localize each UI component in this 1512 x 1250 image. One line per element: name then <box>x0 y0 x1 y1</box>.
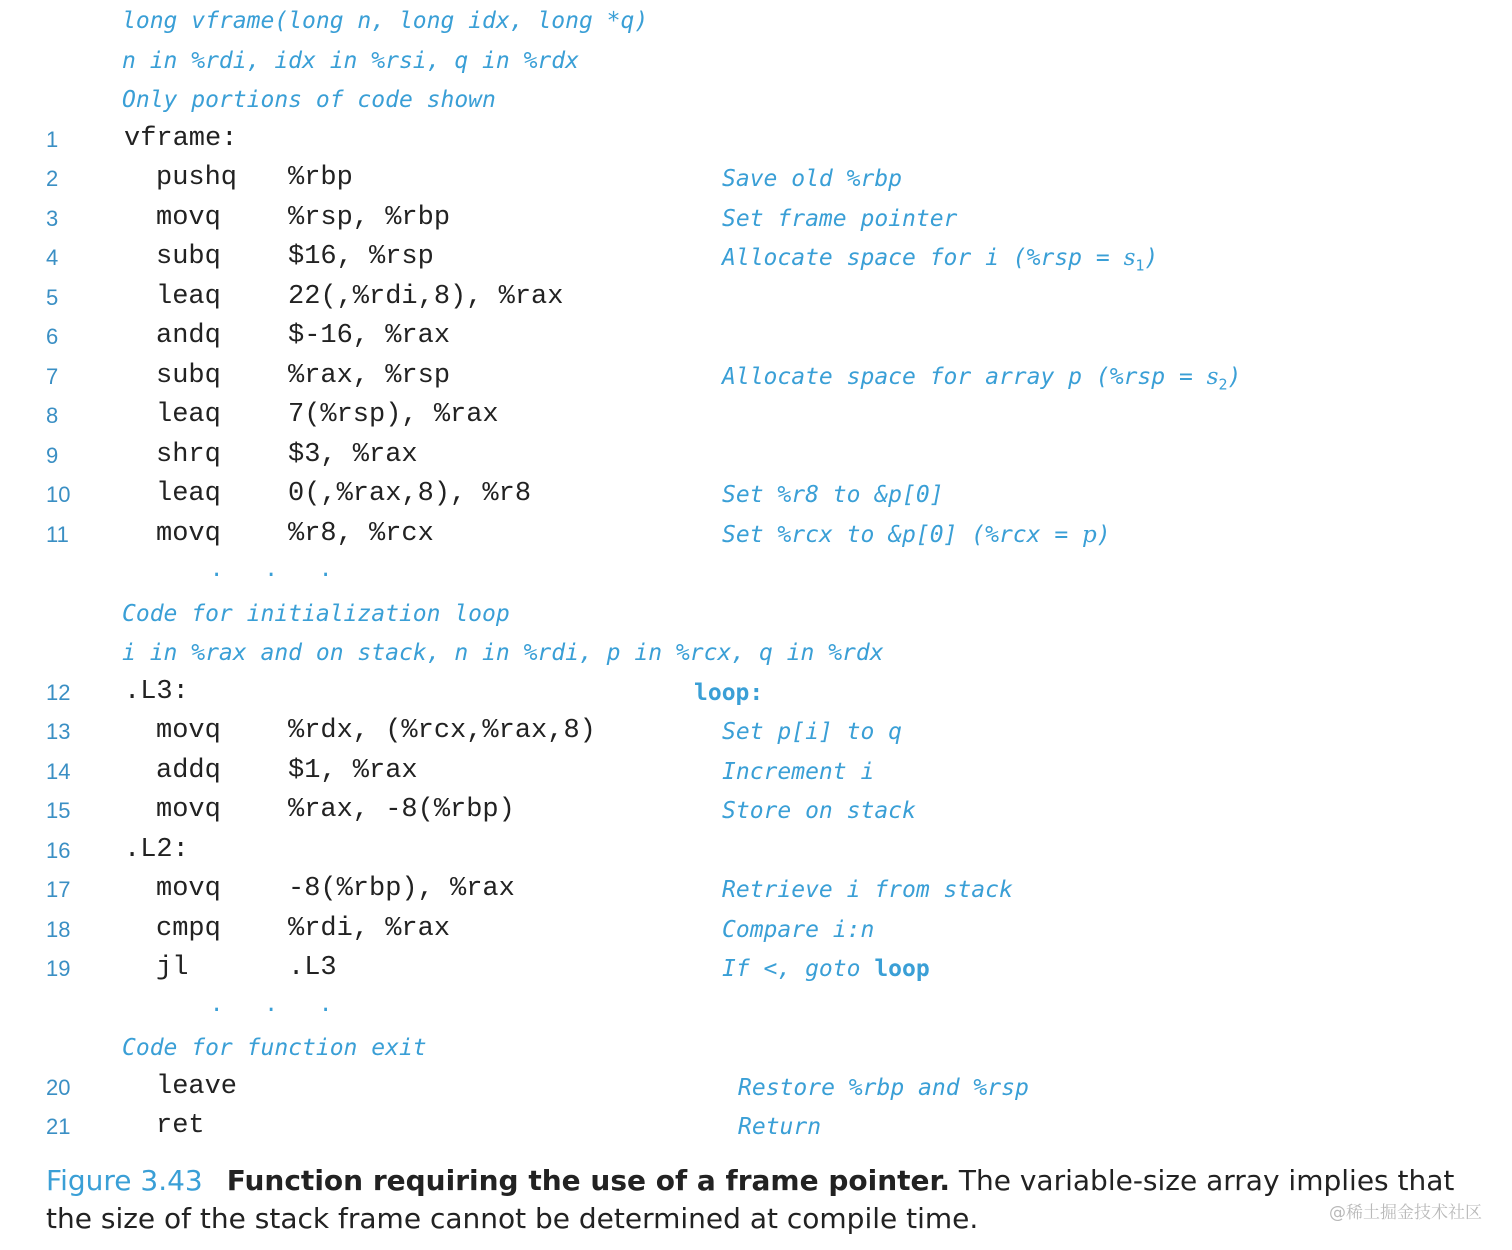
code-line <box>0 437 1512 477</box>
instruction-operands: $1, %rax <box>288 755 418 786</box>
instruction-mnemonic: jl <box>156 953 189 983</box>
instruction-operands: $-16, %rax <box>288 321 451 351</box>
code-line <box>0 871 1512 911</box>
instruction-mnemonic: movq <box>156 202 221 233</box>
instruction-comment <box>722 206 957 232</box>
comment-math: s <box>1123 245 1136 271</box>
line-number: 2 <box>46 166 59 191</box>
code-line <box>0 397 1512 437</box>
watermark: @稀土掘金技术社区 <box>1329 1203 1482 1223</box>
comment-text: Save old %rbp <box>722 166 903 192</box>
instruction-comment <box>722 956 930 982</box>
figure-caption <box>46 1162 1476 1238</box>
figure-label: Figure 3.43 <box>46 1164 203 1197</box>
comment-text: Set p[i] to q <box>722 719 903 745</box>
instruction-mnemonic: subq <box>156 360 221 391</box>
comment-tail: ) <box>1144 245 1159 271</box>
comment-text: Set %rcx to &p[0] (%rcx = <box>722 521 1083 548</box>
instruction-mnemonic: leave <box>156 1071 238 1102</box>
instruction-mnemonic: cmpq <box>156 913 221 944</box>
comment-text: Retrieve i from stack <box>722 877 1013 903</box>
line-number: 8 <box>46 403 59 428</box>
code-label: .L3: <box>124 676 189 707</box>
instruction-operands: $3, %rax <box>288 439 418 470</box>
instruction-comment <box>722 522 1111 548</box>
instruction-operands: %rdi, %rax <box>288 913 451 944</box>
comment-text: Set %r8 to &p[0] <box>722 482 944 508</box>
annotation-comment: long vframe(long n, long idx, long *q) <box>122 8 649 34</box>
line-number: 10 <box>46 482 71 507</box>
instruction-comment <box>722 364 1241 394</box>
code-line <box>0 792 1512 832</box>
instruction-mnemonic: movq <box>156 716 221 746</box>
ellipsis: . . . <box>210 557 347 582</box>
code-line <box>0 318 1512 358</box>
instruction-comment <box>738 1114 821 1140</box>
comment-text: Restore %rbp and %rsp <box>738 1074 1029 1101</box>
instruction-operands: $16, %rsp <box>288 242 434 272</box>
comment-text: Return <box>738 1114 822 1140</box>
ellipsis: . . . <box>210 991 347 1017</box>
code-line <box>0 200 1512 240</box>
comment-tail: ) <box>1096 521 1111 548</box>
line-number: 5 <box>46 284 59 310</box>
code-line <box>0 239 1512 279</box>
code-line <box>0 832 1512 872</box>
instruction-mnemonic: pushq <box>156 163 238 193</box>
instruction-comment <box>722 166 902 192</box>
comment-label: loop <box>874 956 930 982</box>
line-number: 20 <box>46 1074 71 1100</box>
comment-text: Store on stack <box>722 798 916 824</box>
line-number: 11 <box>46 521 69 547</box>
annotation-comment: i in %rax and on stack, n in %rdi, p in %rcx, q in %rdx <box>122 640 884 666</box>
code-line <box>0 121 1512 161</box>
line-number: 16 <box>46 837 71 863</box>
comment-line <box>0 634 1512 674</box>
code-label: vframe: <box>124 123 238 154</box>
instruction-comment <box>722 877 1013 903</box>
comment-text: Allocate space for i (%rsp = <box>722 245 1124 271</box>
line-number: 19 <box>46 956 71 981</box>
code-line <box>0 1069 1512 1109</box>
instruction-mnemonic: movq <box>156 518 221 549</box>
instruction-operands: .L3 <box>288 953 337 983</box>
instruction-comment <box>722 759 874 785</box>
line-number: 18 <box>46 916 71 942</box>
instruction-comment <box>738 1075 1029 1101</box>
comment-math: p <box>1082 521 1097 548</box>
line-number: 13 <box>46 719 71 744</box>
line-number: 4 <box>46 245 59 270</box>
instruction-operands: %rax, %rsp <box>288 360 451 391</box>
instruction-mnemonic: leaq <box>156 400 221 430</box>
comment-subscript: 1 <box>1135 256 1145 275</box>
instruction-operands: %rdx, (%rcx,%rax,8) <box>288 716 596 746</box>
instruction-operands: -8(%rbp), %rax <box>288 874 515 904</box>
instruction-comment <box>722 482 944 508</box>
instruction-mnemonic: movq <box>156 795 221 825</box>
code-line <box>0 1108 1512 1148</box>
line-number: 14 <box>46 758 71 784</box>
line-number: 3 <box>46 205 59 231</box>
annotation-comment: Code for initialization loop <box>122 600 510 627</box>
line-number: 9 <box>46 442 59 468</box>
instruction-comment <box>722 245 1158 275</box>
instruction-operands: 7(%rsp), %rax <box>288 400 499 430</box>
instruction-mnemonic: ret <box>156 1111 205 1141</box>
code-line <box>0 911 1512 951</box>
code-line <box>0 674 1512 714</box>
code-line <box>0 476 1512 516</box>
comment-text: Allocate space for array p (%rsp = <box>722 363 1207 390</box>
instruction-mnemonic: subq <box>156 242 221 272</box>
code-label: .L2: <box>124 834 189 865</box>
instruction-mnemonic: leaq <box>156 281 221 312</box>
instruction-comment <box>722 917 874 943</box>
comment-line <box>0 42 1512 82</box>
comment-line <box>0 2 1512 42</box>
line-number: 15 <box>46 798 71 823</box>
annotation-comment: Only portions of code shown <box>122 87 496 113</box>
code-line <box>0 516 1512 556</box>
comment-label: loop: <box>694 679 764 706</box>
comment-tail: ) <box>1227 363 1242 390</box>
instruction-operands: 0(,%rax,8), %r8 <box>288 479 532 509</box>
code-line <box>0 753 1512 793</box>
comment-line <box>0 1029 1512 1069</box>
instruction-operands: %rbp <box>288 163 353 193</box>
code-line <box>0 713 1512 753</box>
comment-text: Compare i:n <box>722 916 875 943</box>
annotation-comment: Code for function exit <box>122 1035 427 1061</box>
figure-text: The variable-size array implies that the size of the stack frame cannot be determined at compile time. <box>46 1164 1455 1235</box>
line-number: 7 <box>46 363 59 389</box>
instruction-comment <box>694 680 763 706</box>
instruction-mnemonic: movq <box>156 874 221 904</box>
code-line <box>0 279 1512 319</box>
line-number: 1 <box>46 126 59 152</box>
instruction-operands: 22(,%rdi,8), %rax <box>288 281 564 312</box>
line-number: 12 <box>46 679 71 705</box>
instruction-mnemonic: leaq <box>156 479 221 509</box>
instruction-mnemonic: shrq <box>156 439 221 470</box>
figure-title: Function requiring the use of a frame pointer. <box>226 1164 950 1197</box>
annotation-comment: n in %rdi, idx in %rsi, q in %rdx <box>122 47 579 74</box>
line-number: 6 <box>46 324 59 349</box>
instruction-mnemonic: addq <box>156 755 221 786</box>
comment-math: s <box>1206 363 1219 390</box>
instruction-mnemonic: andq <box>156 321 221 351</box>
line-number: 21 <box>46 1114 71 1139</box>
comment-text: Set frame pointer <box>722 205 958 232</box>
ellipsis-line <box>0 990 1512 1030</box>
code-line <box>0 160 1512 200</box>
instruction-operands: %r8, %rcx <box>288 518 434 549</box>
comment-line <box>0 81 1512 121</box>
code-line <box>0 358 1512 398</box>
code-line <box>0 950 1512 990</box>
instruction-comment <box>722 719 902 745</box>
ellipsis-line <box>0 555 1512 595</box>
line-number: 17 <box>46 877 71 902</box>
comment-text: If <, goto <box>722 956 875 982</box>
comment-line <box>0 595 1512 635</box>
comment-text: Increment i <box>722 758 875 785</box>
instruction-operands: %rax, -8(%rbp) <box>288 795 515 825</box>
comment-subscript: 2 <box>1218 375 1228 394</box>
instruction-operands: %rsp, %rbp <box>288 202 451 233</box>
instruction-comment <box>722 798 916 824</box>
